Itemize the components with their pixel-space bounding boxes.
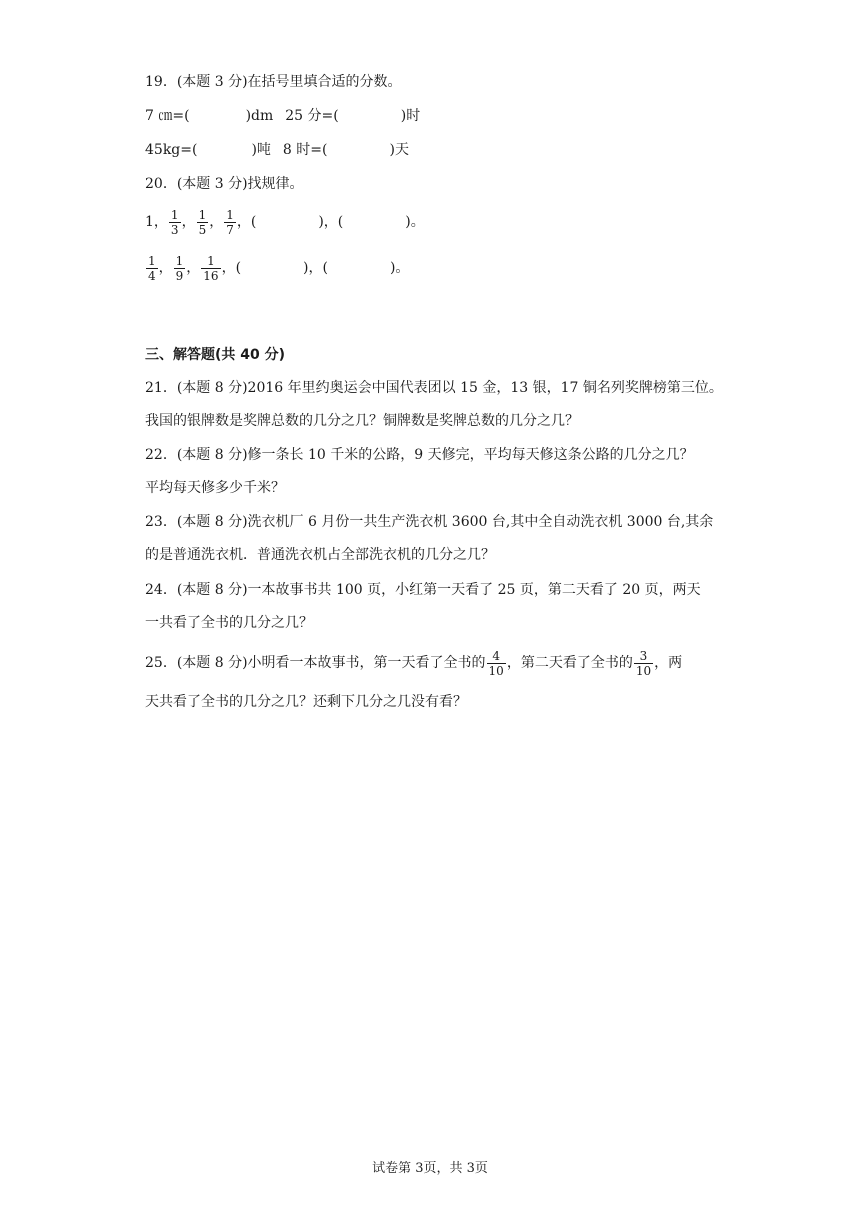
q20-s1-fraction-2: $\frac{1}{5}$ [198,207,207,237]
q20-s1-blank-2-open: ( [337,214,344,230]
q20-title: 20．(本题 3 分)找规律。 [145,176,304,192]
q25-line-2: 天共看了全书的几分之几？还剩下几分之几没有看？ [145,694,467,710]
section-3-heading: 三、解答题(共 40 分) [145,347,286,363]
q22-line-2: 平均每天修多少千米？ [145,480,285,496]
q20-s2-fraction-2: $\frac{1}{9}$ [175,253,184,283]
q20-sequence-2: $\frac{1}{4}$ ， $\frac{1}{9}$ ， $\frac{1}{16}$ ，( )，( )。 [148,253,410,283]
q20-s2-blank-1-open: ( [235,260,242,276]
page-footer: 试卷第 3页，共 3页 [372,1161,488,1176]
q20-s2-blank-1-close: )， [303,260,323,276]
q25-fraction-1: $\frac{4}{10}$ [488,648,504,678]
q25-line-1-c: ，两 [654,655,683,671]
q21-line-1: 21．(本题 8 分)2016 年里约奥运会中国代表团以 15 金，13 银，17 铜名列奖牌榜第三位。 [145,380,723,396]
q23-line-1: 23．(本题 8 分)洗衣机厂 6 月份一共生产洗衣机 3600 台,其中全自动洗衣机 3000 台,其余 [145,514,714,530]
q20-s1-blank-1-open: ( [250,214,257,230]
q20-s2-fraction-3: $\frac{1}{16}$ [203,253,219,283]
q20-s1-fraction-3: $\frac{1}{7}$ [226,207,234,237]
q19-title: 19．(本题 3 分)在括号里填合适的分数。 [145,74,402,90]
q25-fraction-2: $\frac{3}{10}$ [635,648,652,678]
q24-line-1: 24．(本题 8 分)一本故事书共 100 页，小红第一天看了 25 页，第二天看了 20 页，两天 [145,582,701,598]
q19-r2-a-pre: 45kg=( [145,142,198,158]
q19-r1-b-post: )时 [400,108,421,124]
q19-r2-b-pre: 8 时=( [282,142,328,158]
q22-line-1: 22．(本题 8 分)修一条长 10 千米的公路，9 天修完，平均每天修这条公路的几分之几？ [145,447,694,463]
q23-line-2: 的是普通洗衣机．普通洗衣机占全部洗衣机的几分之几？ [145,547,495,563]
q19-r1-b-pre: 25 分=( [285,108,339,124]
q19-r2-a-post: )吨 [251,142,271,158]
q24-line-2: 一共看了全书的几分之几？ [145,615,313,631]
q20-s2-blank-2-open: ( [322,260,328,276]
q19-r1-a-post: )dm [245,108,274,124]
q19-row-2 [145,140,409,160]
q20-s1-lead: 1， [145,214,168,230]
q19-row-1 [145,106,420,126]
q20-sequence-1: 1， $\frac{1}{3}$ ， $\frac{1}{5}$ ， $\frac{1}{7}$ ，( )，( )。 [145,207,425,237]
q25-line-1 [145,645,682,681]
q19-r1-a-pre: 7 ㎝=( [145,108,190,124]
q21-line-2: 我国的银牌数是奖牌总数的几分之几？铜牌数是奖牌总数的几分之几？ [145,413,579,429]
q19-r2-b-post: )天 [389,142,409,158]
q20-s2-blank-2-close: )。 [389,260,410,276]
q25-line-1-a: 25．(本题 8 分)小明看一本故事书，第一天看了全书的 [145,655,486,671]
q20-s2-fraction-1: $\frac{1}{4}$ [148,253,156,283]
q20-s1-blank-1-close: )， [318,214,338,230]
q20-s1-fraction-1: $\frac{1}{3}$ [170,207,179,237]
q25-line-1-b: ，第二天看了全书的 [506,655,633,671]
q20-s1-blank-2-close: )。 [405,214,425,230]
